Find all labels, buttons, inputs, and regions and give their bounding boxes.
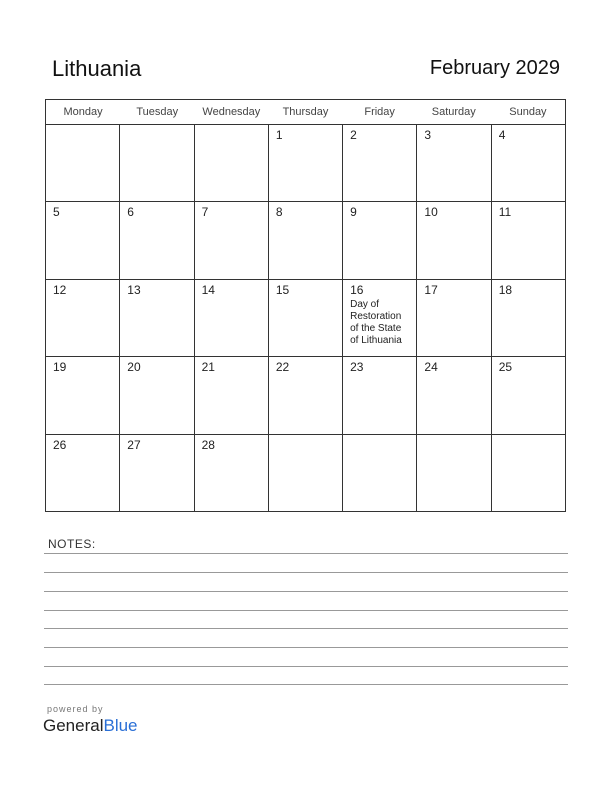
day-cell (46, 280, 120, 356)
day-number: 1 (275, 128, 283, 142)
day-number: 18 (498, 282, 513, 297)
day-cell (269, 280, 343, 356)
day-number: 12 (53, 282, 67, 297)
day-cell (269, 125, 343, 201)
weekday-saturday: Saturday (431, 106, 476, 118)
day-cell (417, 357, 491, 433)
month-title: February 2029 (429, 57, 560, 79)
day-cell (492, 357, 565, 433)
day-cell (46, 125, 120, 201)
day-cell (195, 435, 269, 512)
day-cell (417, 280, 491, 356)
day-number: 2 (350, 128, 357, 142)
day-cell (46, 435, 120, 512)
day-number: 9 (350, 205, 357, 220)
day-cell (195, 280, 269, 356)
day-number: 4 (498, 128, 506, 142)
note-line (44, 647, 568, 648)
day-number: 14 (201, 282, 215, 297)
generalblue-logo (43, 716, 138, 736)
day-cell (195, 125, 269, 201)
day-cell (120, 202, 194, 278)
note-line (44, 610, 568, 611)
note-line (44, 572, 568, 573)
day-cell (120, 357, 194, 433)
day-number: 24 (424, 360, 438, 375)
weekday-tuesday: Tuesday (136, 106, 179, 118)
day-cell (195, 202, 269, 278)
week-row (46, 280, 565, 357)
day-cell (417, 435, 491, 512)
day-number: 28 (201, 437, 215, 452)
day-cell (343, 202, 417, 278)
weekday-header-row (46, 100, 565, 125)
day-number: 8 (275, 205, 283, 220)
day-number: 6 (127, 205, 134, 220)
day-cell (120, 125, 194, 201)
day-number: 16 (350, 282, 364, 297)
day-cell (120, 280, 194, 356)
day-cell (417, 125, 491, 201)
day-cell (492, 435, 565, 512)
day-number: 3 (424, 128, 432, 142)
day-cell (343, 125, 417, 201)
note-line (44, 591, 568, 592)
country-title: Lithuania (52, 56, 142, 81)
day-cell (46, 202, 120, 278)
week-row (46, 202, 565, 279)
day-cell (492, 202, 565, 278)
weekday-monday: Monday (63, 106, 103, 118)
week-row (46, 435, 565, 512)
day-number: 13 (127, 282, 141, 297)
note-line (44, 666, 568, 667)
week-row (46, 357, 565, 434)
brand-general: General (43, 716, 104, 735)
day-cell (269, 202, 343, 278)
powered-by-text: powered by (47, 704, 104, 714)
holiday-label: Day of Restoration of the State of Lithuania (350, 298, 402, 346)
day-number: 21 (201, 360, 215, 375)
day-number: 27 (127, 437, 141, 452)
weekday-friday: Friday (364, 106, 395, 118)
day-cell (343, 435, 417, 512)
weekday-sunday: Sunday (509, 106, 547, 118)
day-number: 25 (498, 360, 513, 375)
day-number: 5 (53, 205, 60, 220)
day-number: 23 (350, 360, 364, 375)
day-number: 10 (424, 205, 438, 220)
weeks-container (46, 125, 565, 512)
notes-label: NOTES: (48, 537, 96, 551)
note-line (44, 628, 568, 629)
day-cell (120, 435, 194, 512)
weekday-thursday: Thursday (282, 106, 329, 118)
day-cell (343, 280, 417, 356)
day-number: 11 (498, 205, 512, 220)
day-cell (492, 280, 565, 356)
day-number: 20 (127, 360, 141, 375)
day-number: 17 (424, 282, 438, 297)
weekday-wednesday: Wednesday (202, 106, 261, 118)
day-number: 15 (275, 282, 290, 297)
note-line (44, 553, 568, 554)
day-cell (46, 357, 120, 433)
day-number: 7 (201, 205, 209, 220)
brand-blue: Blue (103, 716, 138, 735)
day-number: 19 (53, 360, 67, 375)
calendar-grid (45, 99, 566, 512)
day-cell (269, 435, 343, 512)
day-cell (343, 357, 417, 433)
day-cell (195, 357, 269, 433)
day-number: 22 (275, 360, 290, 375)
day-cell (492, 125, 565, 201)
day-cell (417, 202, 491, 278)
day-number: 26 (53, 437, 67, 452)
note-line (44, 684, 568, 685)
day-cell (269, 357, 343, 433)
week-row (46, 125, 565, 202)
